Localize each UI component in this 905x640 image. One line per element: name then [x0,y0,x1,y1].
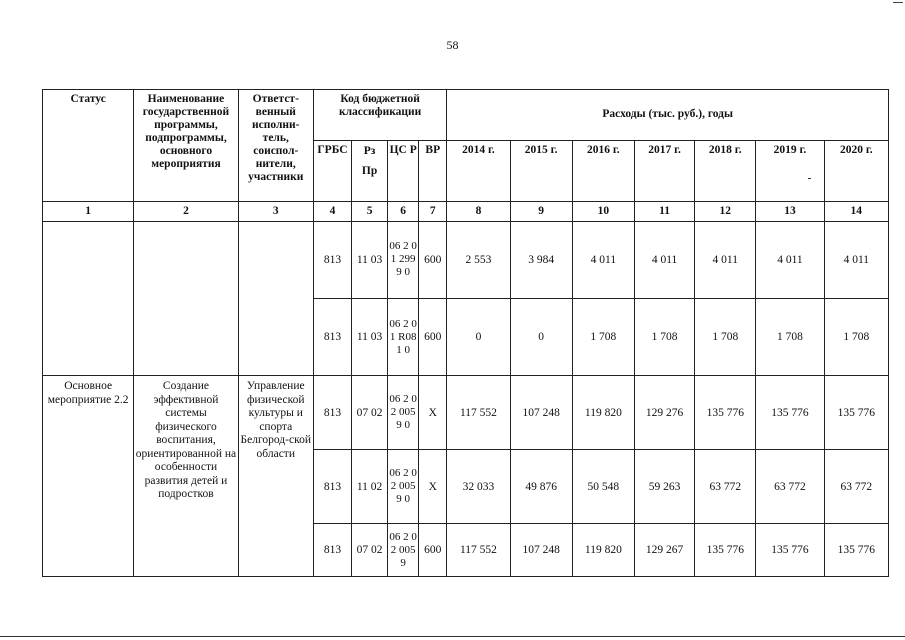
value-cell: 3 984 [510,221,572,298]
vr-cell: 600 [419,524,447,577]
value-cell: 117 552 [447,524,510,577]
vr-cell: 600 [419,298,447,376]
grbs-cell: 813 [313,221,351,298]
grbs-cell: 813 [313,450,351,524]
responsible-cell: Управление физической культуры и спорта Белгород-ской области [238,376,313,577]
value-cell: 1 708 [824,298,888,376]
value-cell: 135 776 [695,524,756,577]
value-cell: 4 011 [756,221,824,298]
empty-responsible-cell [238,221,313,376]
value-cell: 1 708 [756,298,824,376]
vr-cell: 600 [419,221,447,298]
grbs-cell: 813 [313,376,351,450]
value-cell: 0 [510,298,572,376]
rzpr-cell: 11 03 [352,298,388,376]
header-name: Наименование государственной программы, подпрограммы, основного мероприятия [134,90,238,202]
vr-cell: Х [419,450,447,524]
column-number: 7 [419,202,447,221]
value-cell: 135 776 [695,376,756,450]
empty-name-cell [134,221,238,376]
rzpr-cell: 07 02 [352,376,388,450]
vr-cell: Х [419,376,447,450]
grbs-cell: 813 [313,524,351,577]
column-number: 9 [510,202,572,221]
table-row [43,221,889,298]
value-cell: 63 772 [695,450,756,524]
value-cell: 4 011 [572,221,634,298]
value-cell: 107 248 [510,376,572,450]
rzpr-cell: 11 02 [352,450,388,524]
grbs-cell: 813 [313,298,351,376]
column-number-row [43,202,889,221]
column-number: 8 [447,202,510,221]
column-number: 4 [313,202,351,221]
value-cell: 63 772 [756,450,824,524]
header-year-2019: 2019 г. [756,140,824,202]
value-cell: 129 276 [634,376,694,450]
column-number: 10 [572,202,634,221]
header-responsible: Ответст-венный исполни-тель, соиспол-нители, участники [238,90,313,202]
status-cell: Основное мероприятие 2.2 [43,376,134,577]
column-number: 3 [238,202,313,221]
empty-status-cell [43,221,134,376]
value-cell: 4 011 [634,221,694,298]
value-cell: 117 552 [447,376,510,450]
header-year-2016: 2016 г. [572,140,634,202]
value-cell: 107 248 [510,524,572,577]
header-rz: Рз [352,140,388,162]
header-status: Статус [43,90,134,202]
header-expenses: Расходы (тыс. руб.), годы [447,90,889,141]
csr-cell: 06 2 02 0059 0 [388,450,419,524]
column-number: 12 [695,202,756,221]
rzpr-cell: 11 03 [352,221,388,298]
value-cell: 4 011 [695,221,756,298]
column-number: 6 [388,202,419,221]
column-number: 13 [756,202,824,221]
value-cell: 135 776 [824,524,888,577]
header-year-2018: 2018 г. [695,140,756,202]
value-cell: 135 776 [756,524,824,577]
column-number: 2 [134,202,238,221]
value-cell: 49 876 [510,450,572,524]
header-vr: ВР [419,140,447,202]
header-year-2014: 2014 г. [447,140,510,202]
value-cell: 59 263 [634,450,694,524]
column-number: 1 [43,202,134,221]
csr-cell: 06 2 01 R081 0 [388,298,419,376]
value-cell: 32 033 [447,450,510,524]
value-cell: 119 820 [572,524,634,577]
page-bottom-line [0,636,905,637]
header-budget-code: Код бюджетной классификации [313,90,446,141]
csr-cell: 06 2 02 0059 [388,524,419,577]
value-cell: 1 708 [634,298,694,376]
value-cell: 1 708 [695,298,756,376]
header-year-2020: 2020 г. [824,140,888,202]
value-cell: 0 [447,298,510,376]
rzpr-cell: 07 02 [352,524,388,577]
header-csr: ЦС Р [388,140,419,202]
header-grbs: ГРБС [313,140,351,202]
column-number: 14 [824,202,888,221]
column-number: 11 [634,202,694,221]
tick-mark [808,178,811,179]
value-cell: 129 267 [634,524,694,577]
header-year-2017: 2017 г. [634,140,694,202]
budget-table [42,89,889,577]
value-cell: 135 776 [756,376,824,450]
value-cell: 50 548 [572,450,634,524]
column-number: 5 [352,202,388,221]
header-pr: Пр [352,162,388,201]
page-number: 58 [446,38,459,52]
csr-cell: 06 2 01 2999 0 [388,221,419,298]
name-cell: Создание эффективной системы физического воспитания, ориентированной на особенности развития детей и подростков [134,376,238,577]
value-cell: 119 820 [572,376,634,450]
header-row-1 [43,90,889,141]
value-cell: 4 011 [824,221,888,298]
header-year-2015: 2015 г. [510,140,572,202]
corner-mark [893,2,903,3]
csr-cell: 06 2 02 0059 0 [388,376,419,450]
value-cell: 1 708 [572,298,634,376]
table-row [43,376,889,450]
value-cell: 2 553 [447,221,510,298]
value-cell: 135 776 [824,376,888,450]
value-cell: 63 772 [824,450,888,524]
